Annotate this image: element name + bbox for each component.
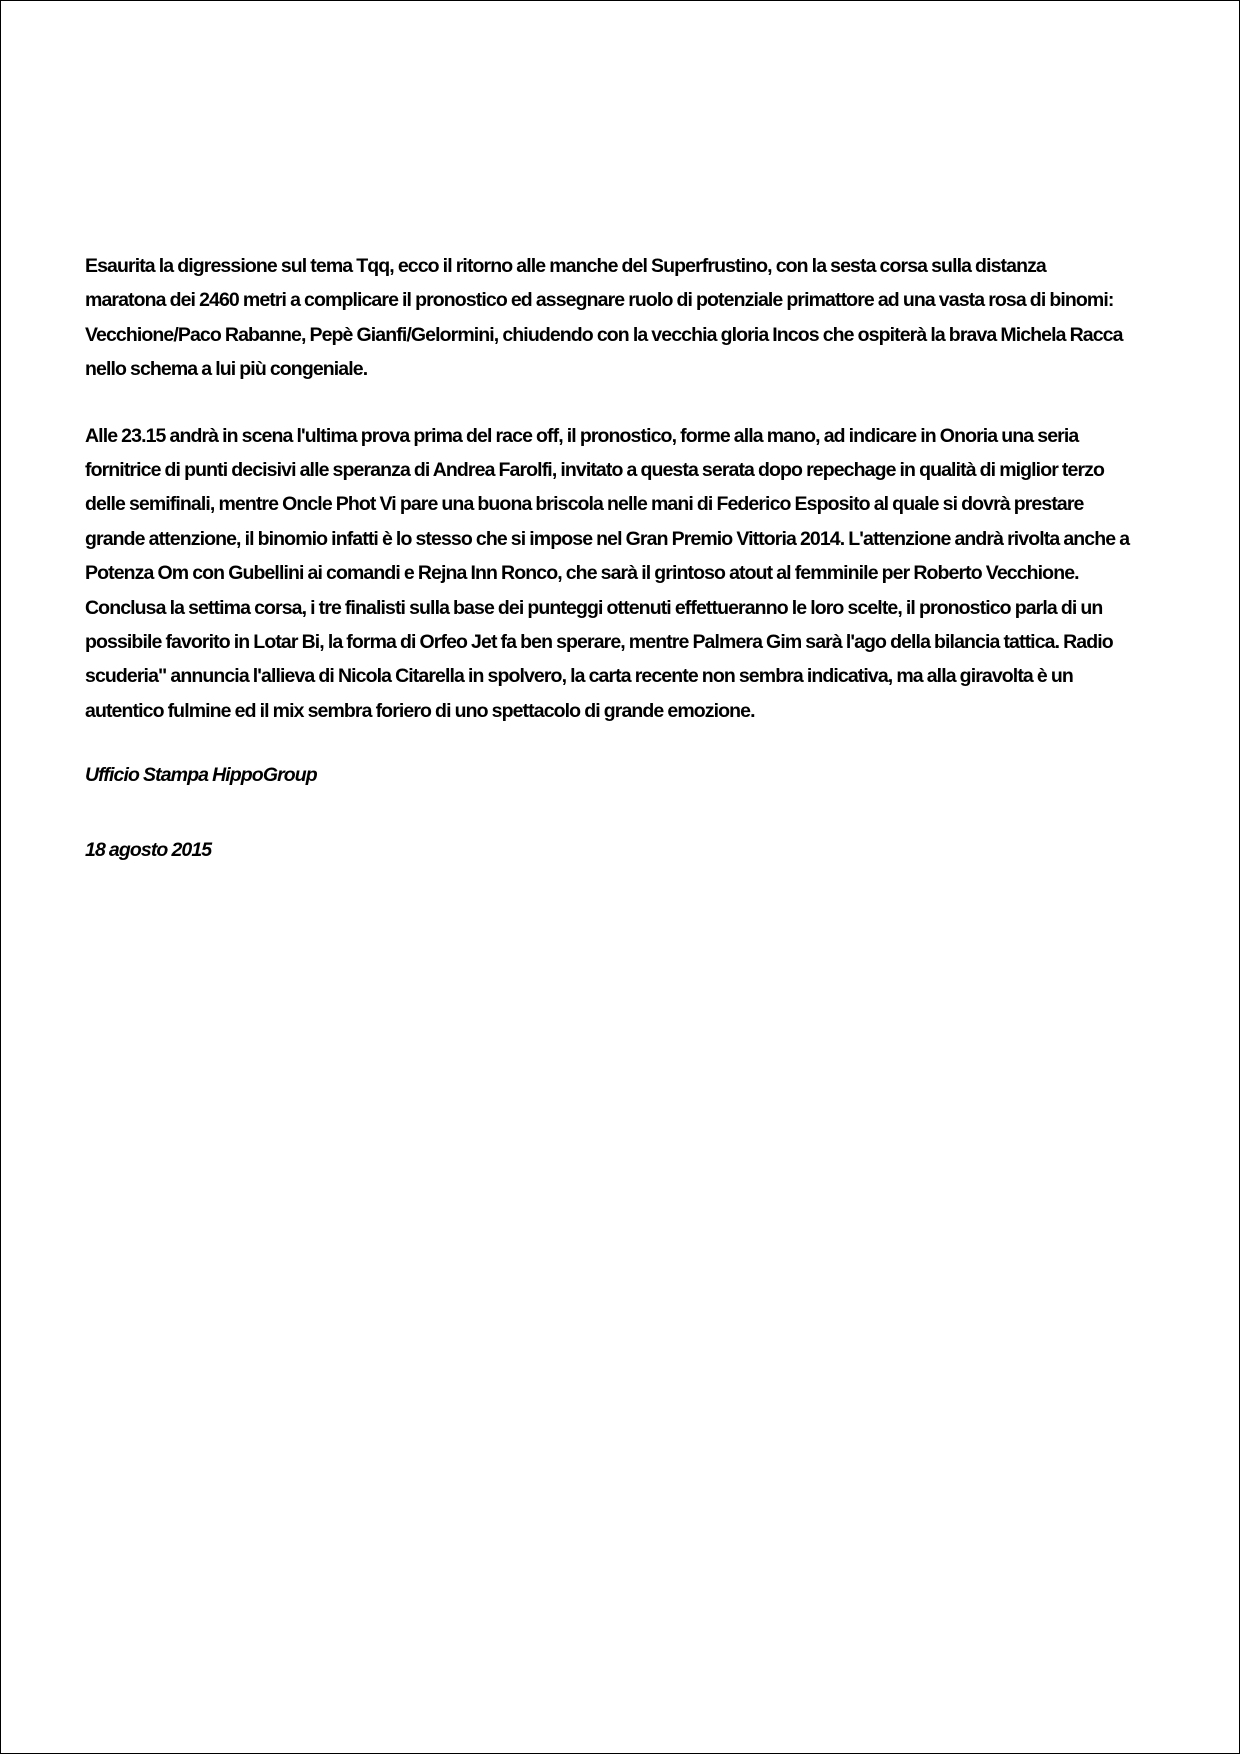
paragraph-race-off-forecast: Alle 23.15 andrà in scena l'ultima prova prima del race off, il pronostico, forme alla mano, ad indicare in Onoria una seria fornitrice di punti decisivi alle speranza di Andrea Farolfi, invitato a questa serata dopo repechage in qualità di miglior terzo delle semifinali, mentre Oncle Phot Vi pare una buona briscola nelle mani di Federico Esposito al quale si dovrà prestare grande attenzione, il binomio infatti è lo stesso che si impose nel Gran Premio Vittoria 2014. L'attenzione andrà rivolta anche a Potenza Om con Gubellini ai comandi e Rejna Inn Ronco, che sarà il grintoso atout al femminile per Roberto Vecchione. Conclusa la settima corsa, i tre finalisti sulla base dei punteggi ottenuti effettueranno le loro scelte, il pronostico parla di un possibile favorito in Lotar Bi, la forma di Orfeo Jet fa ben sperare, mentre Palmera Gim sarà l'ago della bilancia tattica. Radio scuderia" annuncia l'allieva di Nicola Citarella in spolvero, la carta recente non sembra indicativa, ma alla giravolta è un autentico fulmine ed il mix sembra foriero di uno spettacolo di grande emozione. [85, 424, 1130, 722]
paragraph-superfrustino-sixth-race: Esaurita la digressione sul tema Tqq, ecco il ritorno alle manche del Superfrustino, con la sesta corsa sulla distanza maratona dei 2460 metri a complicare il pronostico ed assegnare ruolo di potenziale primattore ad una vasta rosa di binomi: Vecchione/Paco Rabanne, Pepè Gianfi/Gelormini, chiudendo con la vecchia gloria Incos che ospiterà la brava Michela Racca nello schema a lui più congeniale. [85, 255, 1123, 381]
document-body [85, 249, 1130, 867]
press-office-signature: Ufficio Stampa HippoGroup [85, 764, 317, 787]
document-date: 18 agosto 2015 [85, 838, 212, 861]
